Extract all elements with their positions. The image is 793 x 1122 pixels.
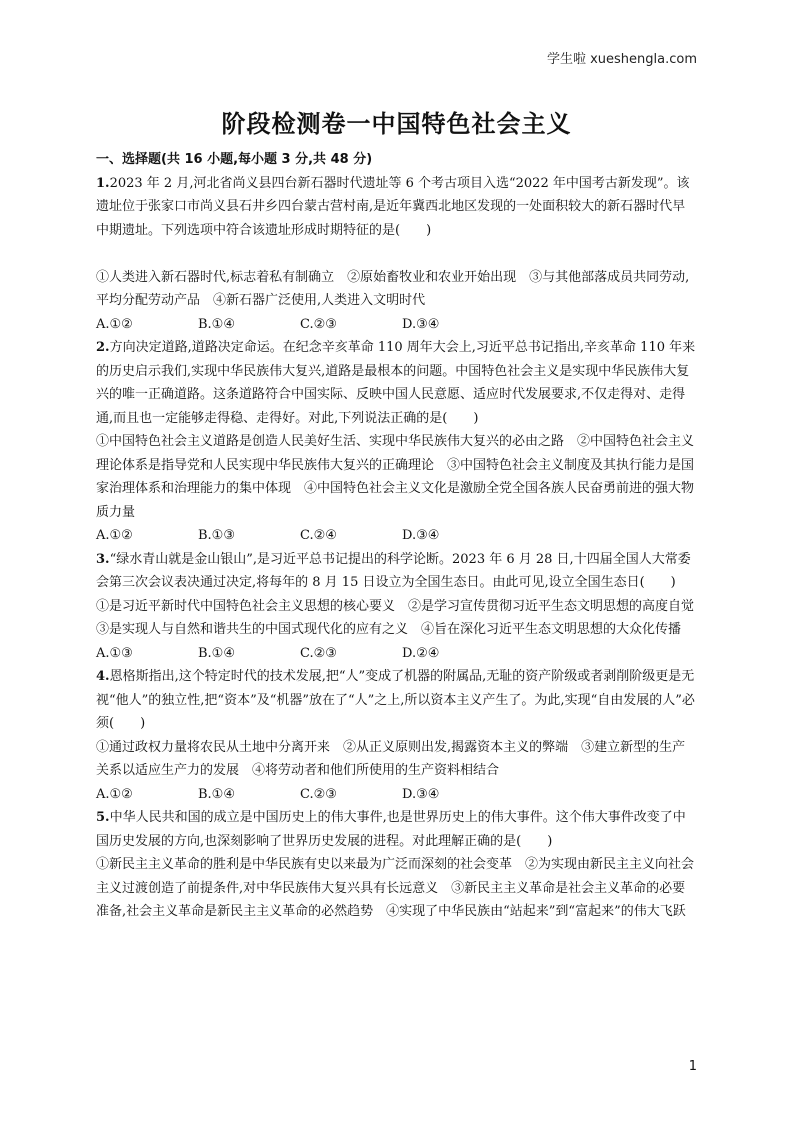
question-options: ①人类进入新石器时代,标志着私有制确立 ②原始畜牧业和农业开始出现 ③与其他部落成员共同劳动,平均分配劳动产品 ④新石器广泛使用,人类进入文明时代: [96, 269, 690, 308]
question-options: ①通过政权力量将农民从土地中分离开来 ②从正义原则出发,揭露资本主义的弊端 ③建立新型的生产关系以适应生产力的发展 ④将劳动者和他们所使用的生产资料相结合: [96, 739, 686, 778]
question-options: ①新民主主义革命的胜利是中华民族有史以来最为广泛而深刻的社会变革 ②为实现由新民主主义向社会主义过渡创造了前提条件,对中华民族伟大复兴具有长远意义 ③新民主主义革命是社会主义革命的必要准备,社会主义革命是新民主主义革命的必然趋势 ④实现了中华民族由“站起来”到“富起来”的伟大飞跃: [96, 857, 695, 919]
question-5: [96, 806, 696, 924]
question-number: 4.: [96, 669, 110, 684]
answer-choices: [96, 642, 696, 666]
choice-d[interactable]: D.②④: [402, 645, 440, 661]
choice-d[interactable]: D.③④: [402, 786, 440, 802]
answer-choices: [96, 524, 696, 548]
answer-gap: [96, 242, 696, 266]
choice-b[interactable]: B.①④: [198, 316, 235, 332]
choice-d[interactable]: D.③④: [402, 316, 440, 332]
site-header: 学生啦 xueshengla.com: [546, 52, 697, 67]
choice-a[interactable]: A.①③: [96, 645, 133, 661]
question-stem: [96, 172, 696, 243]
choice-c[interactable]: C.②③: [300, 786, 337, 802]
question-text: “绿水青山就是金山银山”,是习近平总书记提出的科学论断。2023 年 6 月 28 日,十四届全国人大常委会第三次会议表决通过决定,将每年的 8 月 15 日设立为全国生态日。由此可见,设立全国生态日( ): [96, 551, 691, 590]
choice-b[interactable]: B.①④: [198, 645, 235, 661]
choice-c[interactable]: C.②③: [300, 316, 337, 332]
page-title: 阶段检测卷一中国特色社会主义: [221, 109, 572, 138]
choice-b[interactable]: B.①④: [198, 786, 235, 802]
page-number: 1: [688, 1059, 697, 1074]
question-text: 2023 年 2 月,河北省尚义县四台新石器时代遗址等 6 个考古项目入选“2022 年中国考古新发现”。该遗址位于张家口市尚义县石井乡四台蒙古营村南,是近年冀西北地区发现的一处面积较大的新石器时代早中期遗址。下列选项中符合该遗址形成时期特征的是( ): [96, 175, 690, 238]
question-3: [96, 548, 708, 666]
choice-b[interactable]: B.①③: [198, 528, 235, 543]
question-text: 恩格斯指出,这个特定时代的技术发展,把“人”变成了机器的附属品,无耻的资产阶级或者剥削阶级更是无视“他人”的独立性,把“资本”及“机器”放在了“人”之上,所以资本主义产生了。为此,实现“自由发展的人”必须( ): [96, 669, 695, 731]
answer-choices: [96, 313, 696, 337]
question-2: [96, 336, 696, 548]
question-text: 中华人民共和国的成立是中国历史上的伟大事件,也是世界历史上的伟大事件。这个伟大事件改变了中国历史发展的方向,也深刻影响了世界历史发展的进程。对此理解正确的是( ): [96, 810, 686, 849]
answer-choices: [96, 783, 696, 807]
question-options: ①是习近平新时代中国特色社会主义思想的核心要义 ②是学习宣传贯彻习近平生态文明思想的高度自觉 ③是实现人与自然和谐共生的中国式现代化的应有之义 ④旨在深化习近平生态文明思想的大众化传播: [96, 598, 708, 637]
question-text: 方向决定道路,道路决定命运。在纪念辛亥革命 110 周年大会上,习近平总书记指出,辛亥革命 110 年来的历史启示我们,实现中华民族伟大复兴,道路是最根本的问题。中国特色社会主义是实现中华民族伟大复兴的唯一正确道路。这条道路符合中国实际、反映中国人民意愿、适应时代发展要求,不仅走得对、走得通,而且也一定能够走得稳、走得好。对此,下列说法正确的是( ): [96, 340, 696, 426]
question-stem: [96, 336, 696, 430]
question-number: 2.: [96, 340, 110, 355]
question-4: [96, 665, 696, 806]
question-number: 5.: [96, 810, 110, 825]
question-content: [96, 148, 708, 924]
question-options: ①中国特色社会主义道路是创造人民美好生活、实现中华民族伟大复兴的必由之路 ②中国特色社会主义理论体系是指导党和人民实现中华民族伟大复兴的正确理论 ③中国特色社会主义制度及其执行能力是国家治理体系和治理能力的集中体现 ④中国特色社会主义文化是激励全党全国各族人民奋勇前进的强大物质力量: [96, 434, 695, 520]
choice-a[interactable]: A.①②: [96, 316, 133, 332]
choice-a[interactable]: A.①②: [96, 528, 133, 543]
section-heading: 一、选择题(共 16 小题,每小题 3 分,共 48 分): [96, 152, 373, 167]
question-stem: [96, 665, 696, 736]
question-number: 1.: [96, 175, 110, 191]
choice-d[interactable]: D.③④: [402, 528, 440, 543]
question-stem: [96, 806, 696, 853]
choice-c[interactable]: C.②④: [300, 528, 337, 543]
question-1: [96, 172, 696, 337]
question-stem: [96, 548, 696, 595]
choice-c[interactable]: C.②③: [300, 645, 337, 661]
question-number: 3.: [96, 551, 110, 567]
choice-a[interactable]: A.①②: [96, 786, 133, 802]
